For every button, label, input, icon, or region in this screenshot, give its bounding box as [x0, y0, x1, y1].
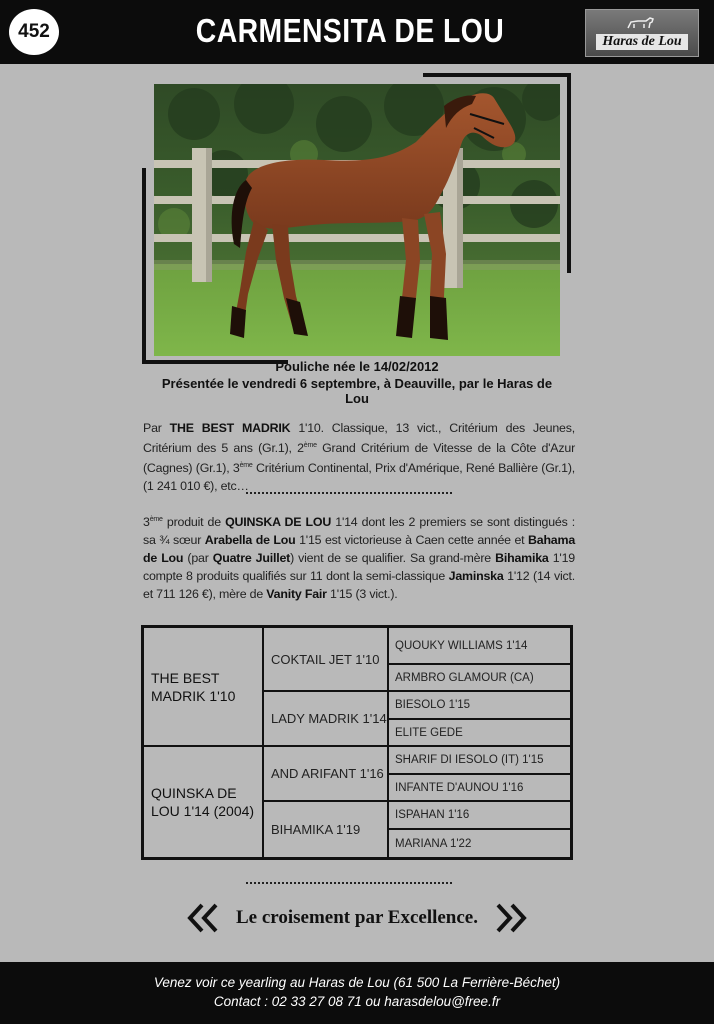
footer-bar [0, 962, 714, 1024]
pedigree-gen3: BIESOLO 1'15 [389, 692, 570, 720]
pedigree-gen3: INFANTE D'AUNOU 1'16 [389, 775, 570, 802]
sibling-sire-name: Quatre Juillet [212, 551, 291, 566]
pedigree-gen3: ELITE GEDE [389, 720, 570, 747]
dam-text: 1'19 compte 8 produits qualifiés sur 11 dont la semi-classique [143, 551, 575, 584]
sire-paragraph [143, 419, 575, 495]
presentation-caption: Présentée le vendredi 6 septembre, à Deauville, par le Haras de Lou [161, 376, 553, 406]
sire-text-c: Critérium Continental, Prix d'Amérique, René Ballière (Gr.1), (1 241 010 €), etc… [143, 461, 576, 494]
sire-prefix: Par [143, 421, 170, 435]
dotted-divider [246, 882, 452, 884]
pedigree-gen2: LADY MADRIK 1'14 [264, 692, 389, 747]
sire-sup-a: ème [303, 442, 317, 449]
slogan-text: Le croisement par Excellence. [235, 907, 478, 928]
slogan [150, 898, 564, 938]
birth-caption: Pouliche née le 14/02/2012 [275, 359, 439, 374]
dam-text: 1'14 dont les 2 premiers se sont distingués : sa ¾ sœur [143, 515, 575, 548]
footer-line-contact: Contact : 02 33 27 08 71 ou harasdelou@free.fr [213, 994, 501, 1009]
haras-logo [585, 9, 699, 57]
pedigree-gen2: COKTAIL JET 1'10 [264, 628, 389, 692]
pedigree-gen2: AND ARIFANT 1'16 [264, 747, 389, 802]
notable-name: Vanity Fair [266, 587, 327, 602]
notable-name: Jaminska [448, 569, 504, 584]
dam-text: 1'12 (14 vict. et 711 126 €), mère de [143, 569, 575, 602]
pedigree-gen3: ARMBRO GLAMOUR (CA) [389, 665, 570, 692]
horse-logo-icon [622, 16, 662, 32]
footer-line-visit: Venez voir ce yearling au Haras de Lou (61 500 La Ferrière-Béchet) [153, 975, 561, 990]
pedigree-gen3: QUOUKY WILLIAMS 1'14 [389, 628, 570, 665]
pedigree-gen2: BIHAMIKA 1'19 [264, 802, 389, 857]
pedigree-gen3: SHARIF DI IESOLO (IT) 1'15 [389, 747, 570, 775]
double-chevron-right-icon [494, 901, 528, 935]
dam-text: 1'15 (3 vict.). [326, 587, 398, 602]
dam-text: (par [183, 551, 213, 566]
pedigree-dam: QUINSKA DE LOU 1'14 (2004) [144, 747, 264, 857]
dam-text: ) vient de se qualifier. Sa grand-mère [290, 551, 496, 566]
sibling-name: Arabella de Lou [204, 533, 296, 548]
pedigree-gen3: MARIANA 1'22 [395, 837, 472, 850]
logo-text: Haras de Lou [596, 34, 687, 50]
lot-number-badge: 452 [9, 9, 59, 55]
sire-sup-b: ème [239, 462, 253, 470]
sire-text-b: Grand Critérium de Vitesse de la Côte d'Azur (Cagnes) (Gr.1), 3 [143, 441, 575, 476]
sibling-name: Bahama de Lou [143, 533, 576, 566]
page-title: CARMENSITA DE LOU [195, 12, 505, 49]
dam-name: QUINSKA DE LOU [225, 515, 332, 530]
sire-name: THE BEST MADRIK [169, 421, 291, 435]
pedigree-table [141, 625, 573, 860]
dam-paragraph [143, 511, 575, 603]
dam-text: produit de [162, 515, 226, 530]
horse-photo [154, 84, 560, 356]
pedigree-gen3: ISPAHAN 1'16 [389, 802, 570, 830]
horse-photo-icon [154, 84, 560, 356]
header-bar [0, 0, 714, 64]
double-chevron-left-icon [186, 901, 220, 935]
dam-text: 1'15 est victorieuse à Caen cette année et [295, 533, 528, 548]
pedigree-sire: THE BEST MADRIK 1'10 [144, 628, 264, 747]
dam-lead: 3 [143, 515, 150, 530]
granddam-name: Bihamika [495, 551, 549, 566]
dam-lead-sup: ème [149, 516, 163, 523]
sire-text-a: 1'10. Classique, 13 vict., Critérium des Jeunes, Critérium des 5 ans (Gr.1), 2 [143, 421, 575, 456]
dotted-divider [246, 492, 452, 494]
